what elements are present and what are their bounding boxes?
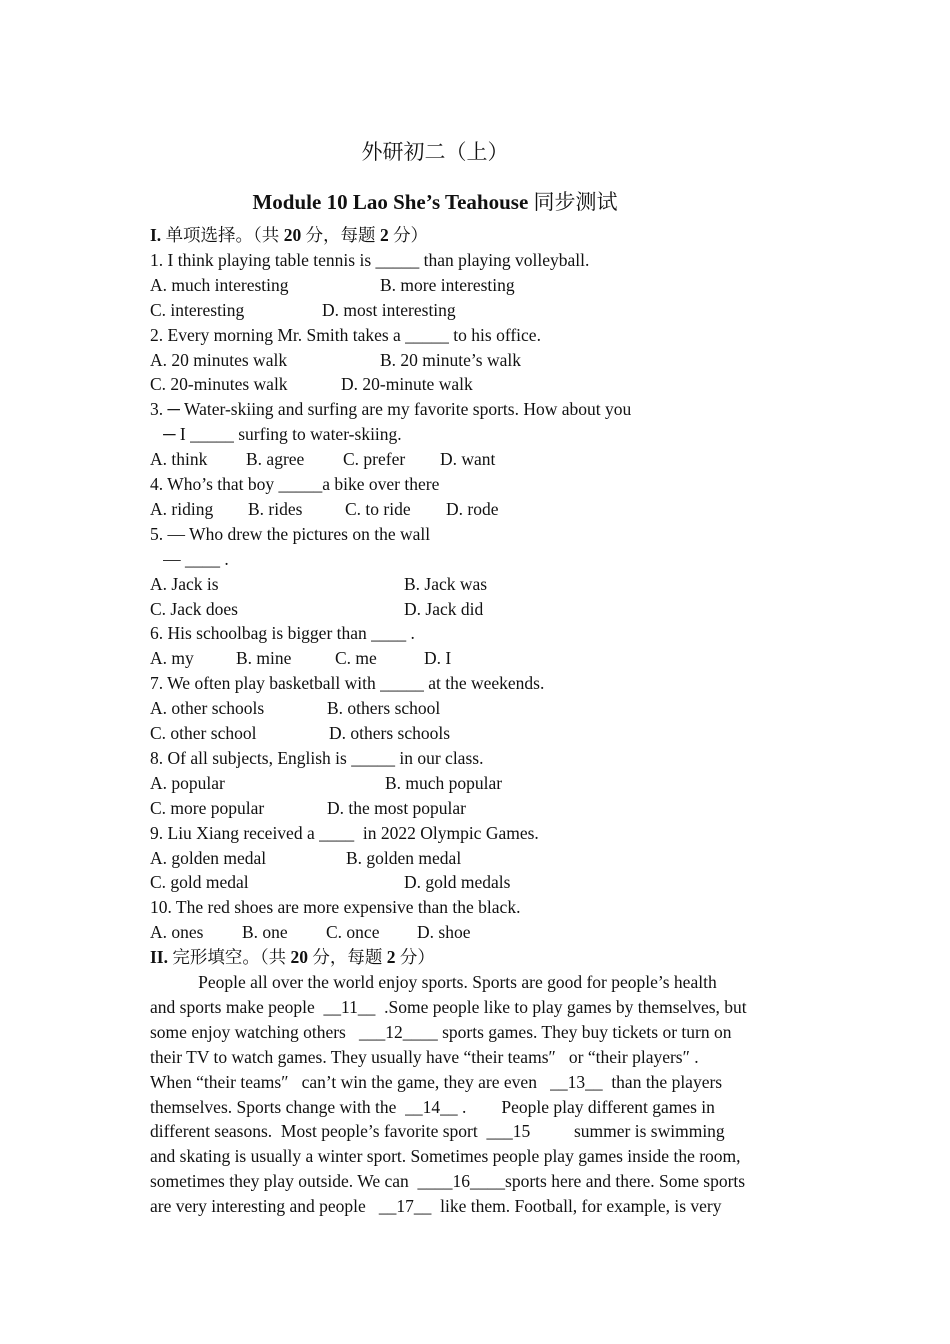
answer-option: C. other school <box>150 723 257 743</box>
question-stem-reply: ─ I _____ surfing to water-skiing. <box>150 424 402 445</box>
answer-option: D. most interesting <box>322 299 456 320</box>
passage-line: are very interesting and people __17__ like them. Football, for example, is very <box>150 1196 722 1217</box>
answer-option: A. much interesting <box>150 274 289 295</box>
answer-option: A. my <box>150 648 194 669</box>
section-1-heading-total: 20 <box>283 225 302 245</box>
answer-option: D. I <box>424 648 452 669</box>
section-2-heading-number: II. <box>150 947 168 968</box>
answer-option: A. Jack is <box>150 573 219 594</box>
answer-option: D. rode <box>446 498 499 519</box>
question-stem: 6. His schoolbag is bigger than ____ . <box>150 623 415 644</box>
answer-option: C. once <box>326 922 380 943</box>
section-2-heading-mid: 分，每题 <box>308 947 387 968</box>
answer-option: B. agree <box>246 449 305 470</box>
answer-option: C. interesting <box>150 299 245 320</box>
question-stem: 10. The red shoes are more expensive than the black. <box>150 897 521 918</box>
answer-option: A. other schools <box>150 698 265 719</box>
answer-option: A. think <box>150 449 208 470</box>
answer-option: C. 20-minutes walk <box>150 374 288 395</box>
answer-option: A. 20 minutes walk <box>150 349 288 370</box>
question-stem: 2. Every morning Mr. Smith takes a _____ to his office. <box>150 324 541 345</box>
question-stem: 1. I think playing table tennis is _____ than playing volleyball. <box>150 249 590 270</box>
answer-option: B. one <box>242 922 288 943</box>
title-suffix: 同步测试 <box>528 190 618 214</box>
question-stem: 5. — Who drew the pictures on the wall <box>150 523 431 544</box>
passage-line: themselves. Sports change with the __14__ . People play different games in <box>150 1096 715 1117</box>
answer-option: B. Jack was <box>404 573 488 594</box>
section-2-heading-label: 完形填空。（共 <box>168 947 291 968</box>
section-1-heading-each: 2 <box>379 225 389 245</box>
answer-option: B. golden medal <box>346 847 462 868</box>
section-1-heading <box>150 223 428 248</box>
answer-option: C. prefer <box>343 449 406 470</box>
answer-option: C. more popular <box>150 797 265 818</box>
answer-option: C. Jack does <box>150 598 238 619</box>
section-2-heading-end: 分） <box>395 947 435 968</box>
answer-option: B. much popular <box>385 772 503 793</box>
passage-line: and sports make people __11__ .Some people like to play games by themselves, but <box>150 996 747 1017</box>
section-2-heading-each: 2 <box>386 947 396 968</box>
question-stem: 3. ─ Water-skiing and surfing are my favorite sports. How about you <box>150 399 632 420</box>
answer-option: D. the most popular <box>327 797 467 818</box>
passage-line: People all over the world enjoy sports. Sports are good for people’s health <box>150 972 717 992</box>
answer-option: D. Jack did <box>404 598 484 619</box>
passage-line: their TV to watch games. They usually have “their teams″ or “their players″ . <box>150 1046 699 1067</box>
section-2-heading-total: 20 <box>290 947 308 968</box>
answer-option: B. mine <box>236 648 292 669</box>
answer-option: D. 20-minute walk <box>341 374 473 395</box>
answer-option: B. 20 minute’s walk <box>380 349 521 370</box>
answer-option: C. gold medal <box>150 872 249 893</box>
question-stem: 9. Liu Xiang received a ____ in 2022 Olympic Games. <box>150 822 539 843</box>
section-2-heading <box>150 945 435 970</box>
passage-line: and skating is usually a winter sport. Sometimes people play games inside the room, <box>150 1146 741 1167</box>
title-module: Module 10 Lao She’s Teahouse <box>252 190 529 214</box>
answer-option: C. to ride <box>345 498 411 519</box>
question-stem: 4. Who’s that boy _____a bike over there <box>150 474 440 494</box>
answer-option: A. ones <box>150 922 204 943</box>
answer-option: B. more interesting <box>380 274 515 295</box>
section-1-heading-mid: 分，每题 <box>301 225 380 245</box>
answer-option: B. rides <box>248 498 303 519</box>
question-stem: 7. We often play basketball with _____ at the weekends. <box>150 673 545 694</box>
answer-option: C. me <box>335 648 377 669</box>
passage-line: When “their teams″ can’t win the game, they are even __13__ than the players <box>150 1071 723 1092</box>
answer-option: A. riding <box>150 498 214 519</box>
passage-line: different seasons. Most people’s favorite sport ___15 summer is swimming <box>150 1121 725 1142</box>
answer-option: D. gold medals <box>404 872 511 893</box>
section-1-heading-end: 分） <box>388 225 429 245</box>
answer-option: D. shoe <box>417 922 471 943</box>
passage-line: some enjoy watching others ___12____ sports games. They buy tickets or turn on <box>150 1021 732 1042</box>
section-1-heading-number: I. <box>150 225 162 245</box>
passage-line: sometimes they play outside. We can ____16____sports here and there. Some sports <box>150 1171 746 1192</box>
answer-option: A. popular <box>150 772 225 793</box>
section-1-heading-label: 单项选择。（共 <box>161 225 284 245</box>
answer-option: D. others schools <box>329 723 451 743</box>
answer-option: A. golden medal <box>150 847 267 868</box>
page-title <box>0 186 870 216</box>
question-stem-reply: — ____ . <box>150 548 229 569</box>
answer-option: B. others school <box>327 698 441 719</box>
question-stem: 8. Of all subjects, English is _____ in our class. <box>150 747 484 768</box>
page-subtitle: 外研初二（上） <box>361 140 509 164</box>
answer-option: D. want <box>440 449 496 470</box>
